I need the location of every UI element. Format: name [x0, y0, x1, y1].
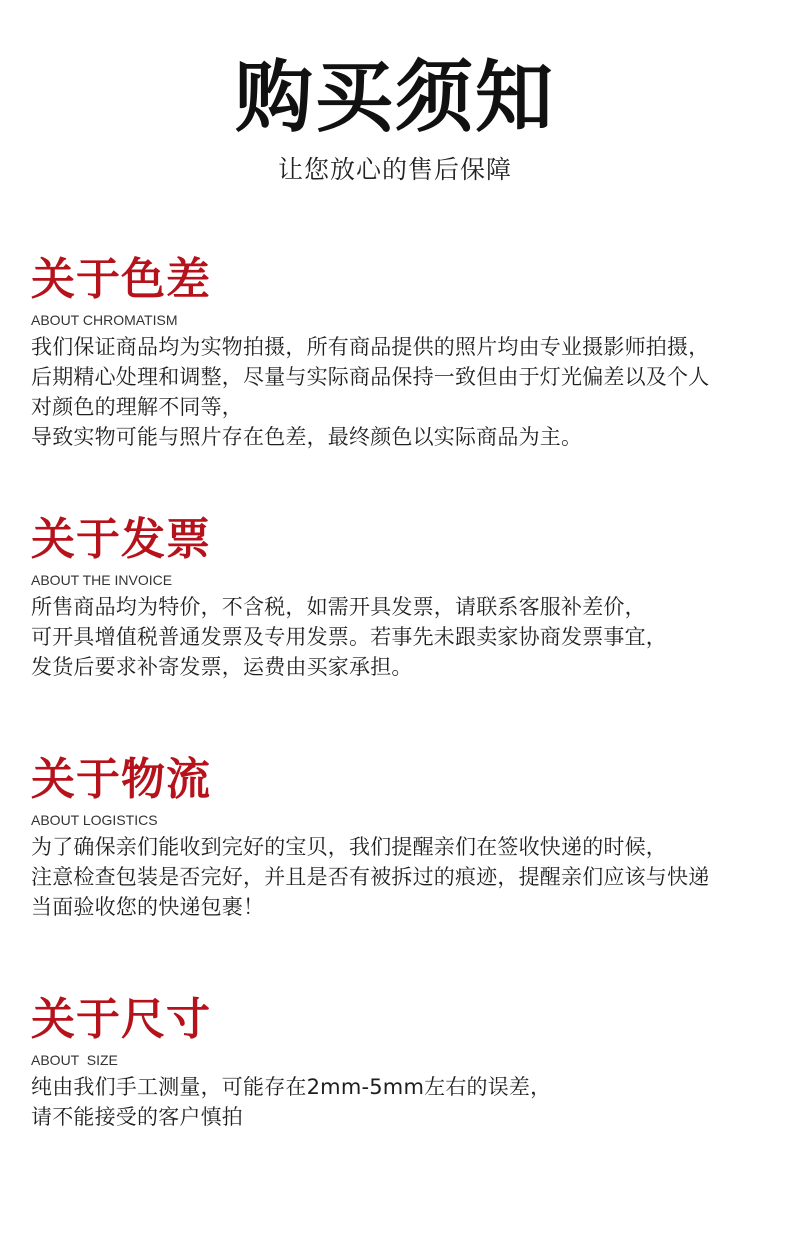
section-invoice: [31, 515, 776, 682]
section-chromatism: [31, 255, 776, 452]
body-line: 纯由我们手工测量，可能存在2mm-5mm左右的误差，: [31, 1075, 552, 1099]
section-body: [31, 1072, 776, 1132]
section-subheading: ABOUT LOGISTICS: [31, 812, 158, 828]
body-line: 我们保证商品均为实物拍摄，所有商品提供的照片均由专业摄影师拍摄，: [31, 335, 710, 359]
body-line: 所售商品均为特价，不含税，如需开具发票，请联系客服补差价，: [31, 595, 646, 619]
page-title: 购买须知: [234, 52, 555, 143]
section-body: [31, 592, 776, 682]
body-line: 当面验收您的快递包裹！: [31, 895, 265, 919]
body-line: 请不能接受的客户慎拍: [31, 1105, 243, 1129]
section-size: [31, 995, 776, 1132]
body-line: 为了确保亲们能收到完好的宝贝，我们提醒亲们在签收快递的时候，: [31, 835, 667, 859]
section-subheading: ABOUT SIZE: [31, 1052, 118, 1068]
section-subheading: ABOUT CHROMATISM: [31, 312, 178, 328]
body-line: 对颜色的理解不同等，: [31, 395, 243, 419]
section-logistics: [31, 755, 776, 922]
body-line: 导致实物可能与照片存在色差，最终颜色以实际商品为主。: [31, 425, 583, 449]
section-subheading: ABOUT THE INVOICE: [31, 572, 173, 588]
section-body: [31, 332, 776, 452]
section-heading: 关于色差: [31, 254, 211, 305]
body-line: 可开具增值税普通发票及专用发票。若事先未跟卖家协商发票事宜，: [31, 625, 667, 649]
section-body: [31, 832, 776, 922]
section-heading: 关于物流: [31, 754, 211, 805]
body-line: 注意检查包装是否完好，并且是否有被拆过的痕迹，提醒亲们应该与快递: [31, 865, 710, 889]
page-subtitle: 让您放心的售后保障: [277, 155, 512, 184]
page-header: [0, 52, 790, 185]
body-line: 后期精心处理和调整，尽量与实际商品保持一致但由于灯光偏差以及个人: [31, 365, 710, 389]
section-heading: 关于尺寸: [31, 994, 211, 1045]
section-heading: 关于发票: [31, 514, 211, 565]
body-line: 发货后要求补寄发票，运费由买家承担。: [31, 655, 413, 679]
